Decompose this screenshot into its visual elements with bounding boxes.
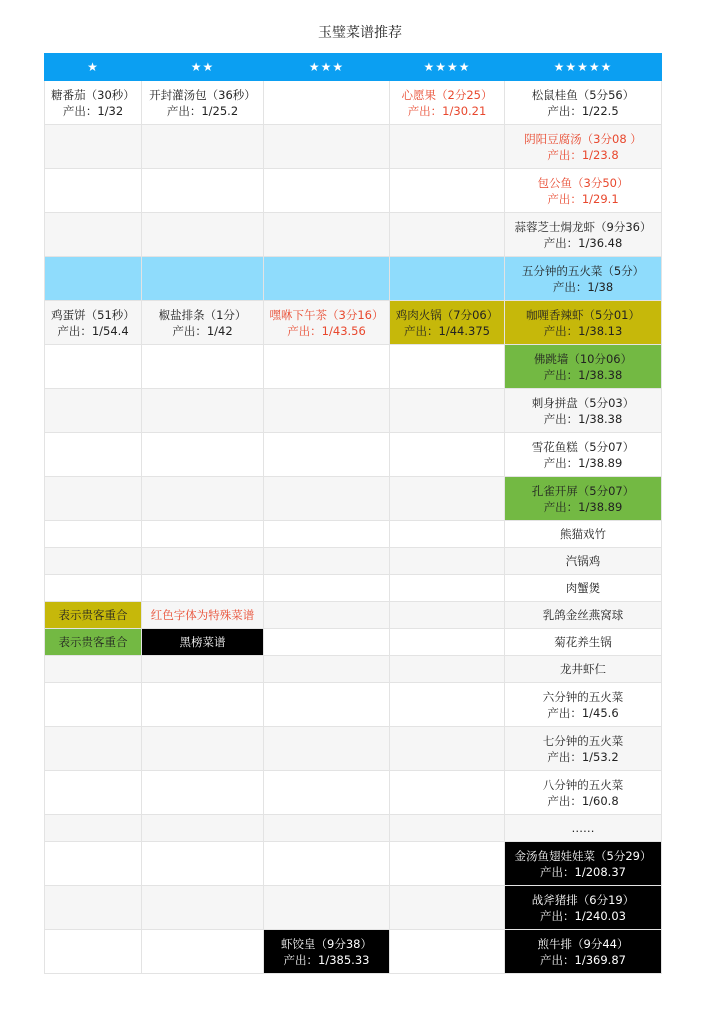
table-row: [45, 656, 662, 683]
recipe-output: 产出：1/38.38: [543, 367, 623, 382]
recipe-cell-1-star: [45, 389, 142, 433]
recipe-cell-4-star: [390, 548, 505, 575]
recipe-cell-1-star: [45, 842, 142, 886]
recipe-name: 八分钟的五火菜: [542, 777, 624, 792]
recipe-name: 糖番茄（30秒）: [51, 87, 135, 102]
recipe-cell-3-star: [264, 389, 390, 433]
table-row: [45, 886, 662, 930]
recipe-cell-2-star: [142, 521, 264, 548]
table-row: [45, 477, 662, 521]
recipe-name: 鸡肉火锅（7分06）: [395, 307, 499, 322]
recipe-output: 产出：1/32: [62, 103, 124, 118]
recipe-cell-3-star: [264, 771, 390, 815]
table-row: [45, 548, 662, 575]
recipe-cell-5-star: [505, 815, 662, 842]
recipe-cell-5-star: [505, 683, 662, 727]
recipe-output: 产出：1/385.33: [283, 952, 370, 967]
recipe-cell-1-star: [45, 629, 142, 656]
recipe-table-body: [45, 81, 662, 974]
recipe-name: 椒盐排条（1分）: [158, 307, 247, 322]
table-row: [45, 727, 662, 771]
recipe-cell-4-star: [390, 771, 505, 815]
table-row: [45, 683, 662, 727]
recipe-output: 产出：1/23.8: [547, 147, 619, 162]
recipe-cell-3-star: [264, 930, 390, 974]
recipe-cell-5-star: [505, 345, 662, 389]
recipe-name: 煎牛排（9分44）: [537, 936, 629, 951]
recipe-cell-2-star: [142, 477, 264, 521]
recipe-name: 肉蟹煲: [565, 581, 601, 595]
recipe-cell-3-star: [264, 81, 390, 125]
table-row: [45, 521, 662, 548]
recipe-cell-1-star: [45, 521, 142, 548]
recipe-name: 红色字体为特殊菜谱: [150, 608, 255, 622]
recipe-cell-5-star: [505, 521, 662, 548]
recipe-cell-3-star: [264, 257, 390, 301]
recipe-cell-2-star: [142, 213, 264, 257]
recipe-cell-4-star: [390, 213, 505, 257]
recipe-cell-3-star: [264, 815, 390, 842]
recipe-cell-4-star: [390, 575, 505, 602]
recipe-cell-3-star: [264, 169, 390, 213]
recipe-cell-4-star: [390, 345, 505, 389]
recipe-cell-4-star: [390, 81, 505, 125]
recipe-name: 嘿咻下午茶（3分16）: [269, 307, 384, 322]
recipe-cell-3-star: [264, 477, 390, 521]
table-row: [45, 602, 662, 629]
recipe-output: 产出：1/25.2: [166, 103, 239, 118]
recipe-name: ……: [571, 821, 595, 835]
recipe-cell-2-star: [142, 930, 264, 974]
recipe-cell-4-star: [390, 301, 505, 345]
recipe-cell-5-star: [505, 930, 662, 974]
table-row: [45, 842, 662, 886]
recipe-cell-2-star: [142, 345, 264, 389]
recipe-name: 熊猫戏竹: [560, 527, 606, 541]
table-row: [45, 575, 662, 602]
recipe-name: 七分钟的五火菜: [542, 733, 624, 748]
recipe-cell-2-star: [142, 389, 264, 433]
recipe-name: 虾饺皇（9分38）: [281, 936, 372, 951]
recipe-cell-4-star: [390, 815, 505, 842]
recipe-cell-1-star: [45, 257, 142, 301]
recipe-name: 菊花养生锅: [554, 635, 612, 649]
table-row: [45, 930, 662, 974]
recipe-cell-3-star: [264, 548, 390, 575]
recipe-name: 佛跳墙（10分06）: [533, 351, 633, 366]
recipe-name: 乳鸽金丝燕窝球: [542, 608, 624, 622]
recipe-output: 产出：1/38: [552, 279, 614, 294]
recipe-output: 产出：1/22.5: [547, 103, 619, 118]
recipe-cell-1-star: [45, 602, 142, 629]
recipe-table: [44, 53, 662, 974]
recipe-cell-5-star: [505, 257, 662, 301]
header-5-star: ★★★★★: [505, 54, 662, 81]
recipe-name: 咖喱香辣虾（5分01）: [526, 307, 640, 322]
recipe-cell-5-star: [505, 389, 662, 433]
header-3-star: ★★★: [264, 54, 390, 81]
recipe-cell-5-star: [505, 548, 662, 575]
page-title: 玉璧菜谱推荐: [318, 25, 402, 41]
recipe-cell-1-star: [45, 771, 142, 815]
recipe-cell-3-star: [264, 656, 390, 683]
recipe-output: 产出：1/60.8: [547, 793, 619, 808]
recipe-name: 六分钟的五火菜: [542, 689, 624, 704]
recipe-cell-1-star: [45, 169, 142, 213]
recipe-cell-5-star: [505, 477, 662, 521]
recipe-cell-3-star: [264, 125, 390, 169]
recipe-cell-1-star: [45, 886, 142, 930]
recipe-cell-1-star: [45, 683, 142, 727]
recipe-cell-1-star: [45, 815, 142, 842]
recipe-name: 心愿果（2分25）: [401, 87, 493, 102]
recipe-cell-4-star: [390, 602, 505, 629]
recipe-output: 产出：1/208.37: [540, 864, 626, 879]
recipe-name: 黑榜菜谱: [179, 635, 226, 649]
recipe-output: 产出：1/44.375: [404, 323, 490, 338]
recipe-cell-5-star: [505, 433, 662, 477]
recipe-cell-3-star: [264, 842, 390, 886]
recipe-output: 产出：1/38.13: [543, 323, 623, 338]
recipe-cell-4-star: [390, 629, 505, 656]
recipe-cell-4-star: [390, 477, 505, 521]
recipe-cell-4-star: [390, 886, 505, 930]
recipe-cell-1-star: [45, 930, 142, 974]
recipe-cell-5-star: [505, 771, 662, 815]
recipe-cell-2-star: [142, 842, 264, 886]
recipe-cell-2-star: [142, 548, 264, 575]
recipe-output: 产出：1/30.21: [407, 103, 487, 118]
recipe-cell-4-star: [390, 389, 505, 433]
table-header-row: [45, 54, 662, 81]
recipe-cell-3-star: [264, 575, 390, 602]
recipe-name: 包公鱼（3分50）: [537, 175, 629, 190]
recipe-cell-5-star: [505, 727, 662, 771]
recipe-cell-2-star: [142, 125, 264, 169]
recipe-cell-3-star: [264, 629, 390, 656]
table-row: [45, 629, 662, 656]
recipe-cell-3-star: [264, 521, 390, 548]
recipe-cell-3-star: [264, 683, 390, 727]
recipe-cell-4-star: [390, 169, 505, 213]
recipe-cell-5-star: [505, 169, 662, 213]
recipe-name: 蒜蓉芝士焗龙虾（9分36）: [514, 219, 652, 234]
recipe-cell-1-star: [45, 727, 142, 771]
recipe-cell-1-star: [45, 433, 142, 477]
recipe-name: 汽锅鸡: [565, 554, 601, 568]
recipe-cell-1-star: [45, 345, 142, 389]
recipe-cell-3-star: [264, 727, 390, 771]
recipe-cell-5-star: [505, 656, 662, 683]
recipe-output: 产出：1/53.2: [547, 749, 619, 764]
recipe-cell-1-star: [45, 301, 142, 345]
recipe-cell-1-star: [45, 477, 142, 521]
recipe-name: 雪花鱼糕（5分07）: [531, 439, 635, 454]
recipe-name: 鸡蛋饼（51秒）: [51, 307, 135, 322]
recipe-output: 产出：1/36.48: [543, 235, 623, 250]
recipe-cell-3-star: [264, 602, 390, 629]
recipe-cell-2-star: [142, 575, 264, 602]
recipe-name: 阴阳豆腐汤（3分08 ）: [524, 131, 642, 146]
recipe-cell-4-star: [390, 930, 505, 974]
recipe-cell-3-star: [264, 345, 390, 389]
table-row: [45, 213, 662, 257]
recipe-output: 产出：1/369.87: [540, 952, 626, 967]
recipe-cell-2-star: [142, 815, 264, 842]
recipe-output: 产出：1/38.38: [543, 411, 623, 426]
recipe-output: 产出：1/43.56: [287, 323, 366, 338]
table-row: [45, 301, 662, 345]
recipe-cell-5-star: [505, 629, 662, 656]
recipe-name: 五分钟的五火菜（5分）: [521, 263, 645, 278]
recipe-cell-2-star: [142, 683, 264, 727]
recipe-output: 产出：1/29.1: [547, 191, 619, 206]
recipe-output: 产出：1/240.03: [540, 908, 626, 923]
recipe-cell-5-star: [505, 125, 662, 169]
recipe-name: 开封灌汤包（36秒）: [149, 87, 256, 102]
table-row: [45, 771, 662, 815]
table-row: [45, 81, 662, 125]
recipe-name: 刺身拼盘（5分03）: [531, 395, 635, 410]
header-4-star: ★★★★: [390, 54, 505, 81]
recipe-cell-4-star: [390, 683, 505, 727]
recipe-name: 表示贵客重合: [58, 635, 128, 649]
recipe-output: 产出：1/42: [172, 323, 233, 338]
recipe-cell-4-star: [390, 842, 505, 886]
recipe-cell-1-star: [45, 125, 142, 169]
recipe-cell-3-star: [264, 433, 390, 477]
recipe-name: 战斧猪排（6分19）: [531, 892, 635, 907]
recipe-cell-4-star: [390, 257, 505, 301]
recipe-cell-5-star: [505, 602, 662, 629]
recipe-cell-1-star: [45, 656, 142, 683]
recipe-cell-4-star: [390, 656, 505, 683]
table-row: [45, 389, 662, 433]
recipe-cell-5-star: [505, 842, 662, 886]
recipe-output: 产出：1/38.89: [543, 499, 623, 514]
table-row: [45, 257, 662, 301]
recipe-cell-2-star: [142, 169, 264, 213]
recipe-cell-1-star: [45, 548, 142, 575]
recipe-cell-5-star: [505, 301, 662, 345]
recipe-cell-3-star: [264, 301, 390, 345]
recipe-output: 产出：1/38.89: [543, 455, 623, 470]
recipe-cell-4-star: [390, 433, 505, 477]
recipe-cell-2-star: [142, 81, 264, 125]
header-1-star: ★: [45, 54, 142, 81]
table-row: [45, 125, 662, 169]
recipe-name: 金汤鱼翅娃娃菜（5分29）: [514, 848, 652, 863]
table-row: [45, 345, 662, 389]
recipe-cell-5-star: [505, 886, 662, 930]
recipe-cell-4-star: [390, 521, 505, 548]
recipe-cell-2-star: [142, 656, 264, 683]
recipe-cell-1-star: [45, 213, 142, 257]
recipe-cell-5-star: [505, 81, 662, 125]
recipe-name: 龙井虾仁: [560, 662, 606, 676]
recipe-cell-3-star: [264, 213, 390, 257]
recipe-cell-4-star: [390, 727, 505, 771]
recipe-name: 松鼠桂鱼（5分56）: [531, 87, 635, 102]
recipe-output: 产出：1/54.4: [57, 323, 129, 338]
recipe-name: 孔雀开屏（5分07）: [531, 483, 635, 498]
recipe-output: 产出：1/45.6: [547, 705, 619, 720]
recipe-cell-2-star: [142, 301, 264, 345]
recipe-cell-2-star: [142, 727, 264, 771]
header-2-star: ★★: [142, 54, 264, 81]
recipe-cell-5-star: [505, 575, 662, 602]
recipe-cell-1-star: [45, 575, 142, 602]
recipe-cell-1-star: [45, 81, 142, 125]
recipe-name: 表示贵客重合: [58, 608, 128, 622]
recipe-cell-4-star: [390, 125, 505, 169]
table-row: [45, 433, 662, 477]
recipe-cell-2-star: [142, 602, 264, 629]
recipe-cell-2-star: [142, 257, 264, 301]
table-row: [45, 815, 662, 842]
recipe-cell-2-star: [142, 886, 264, 930]
recipe-cell-2-star: [142, 629, 264, 656]
table-row: [45, 169, 662, 213]
recipe-cell-3-star: [264, 886, 390, 930]
recipe-cell-5-star: [505, 213, 662, 257]
recipe-cell-2-star: [142, 433, 264, 477]
recipe-cell-2-star: [142, 771, 264, 815]
